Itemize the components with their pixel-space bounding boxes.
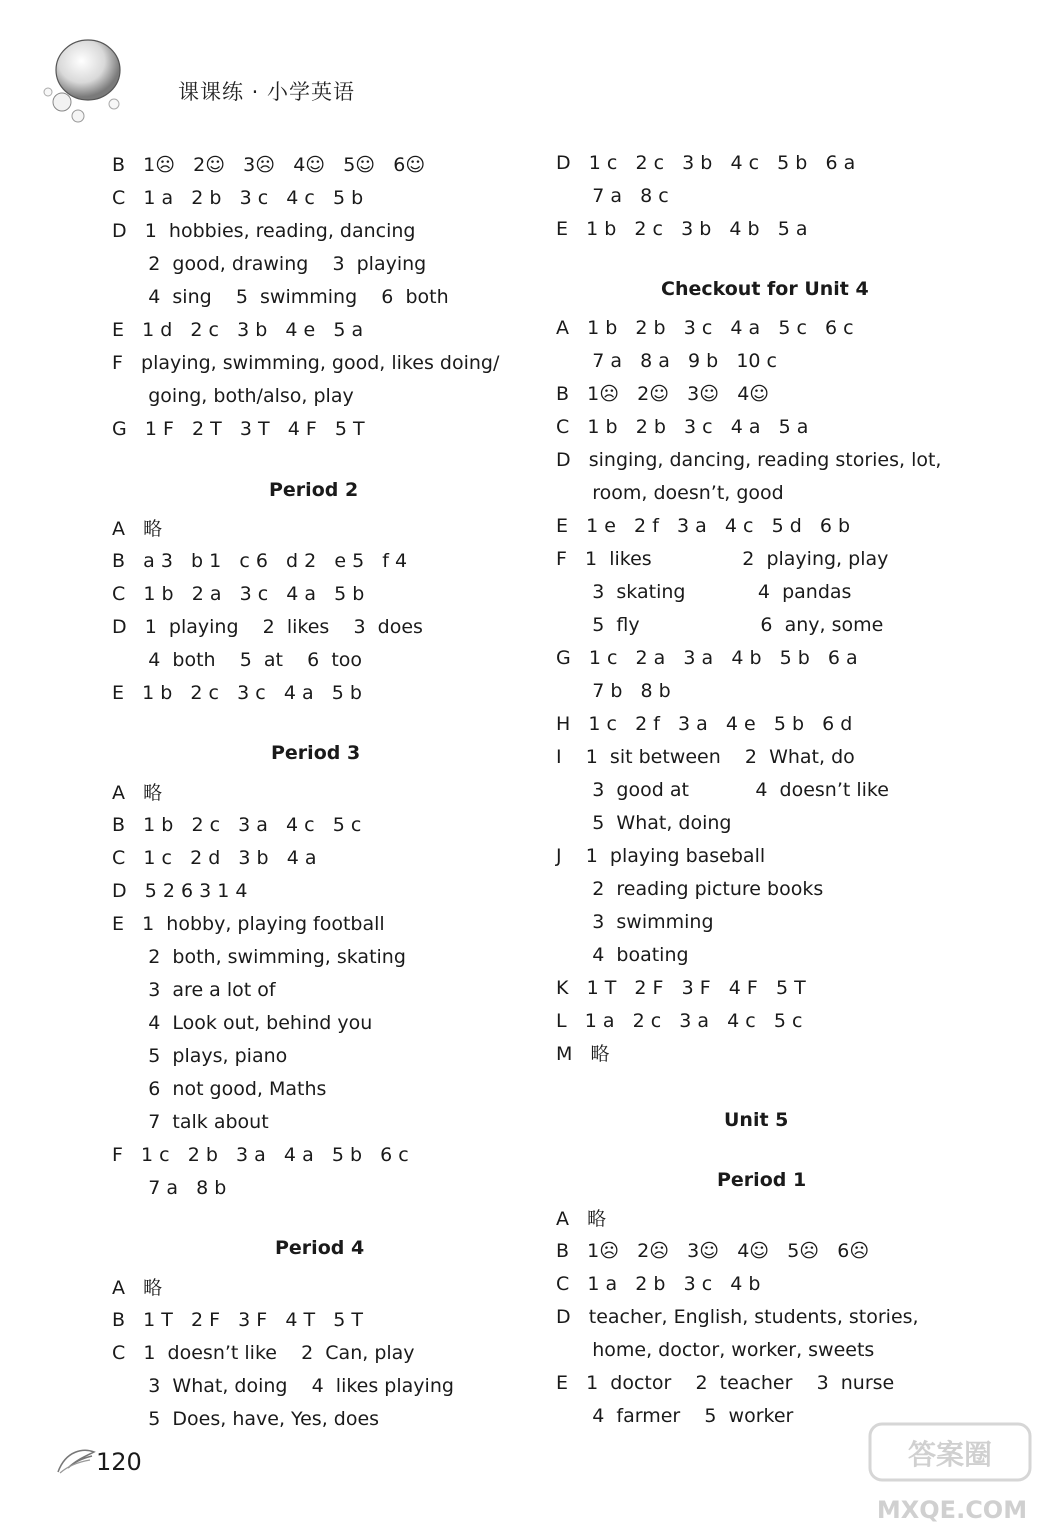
answer-row: 4 boating <box>556 944 689 966</box>
answer-row: 4 Look out, behind you <box>112 1012 373 1034</box>
answer-row: 2 reading picture books <box>556 878 824 900</box>
answer-row: B 1 T 2 F 3 F 4 T 5 T <box>112 1309 363 1331</box>
answer-row: H 1 c 2 f 3 a 4 e 5 b 6 d <box>556 713 853 735</box>
answer-row: 2 good, drawing 3 playing <box>112 253 427 275</box>
answer-row: room, doesn’t, good <box>556 482 784 504</box>
answer-row: D singing, dancing, reading stories, lot, <box>556 449 942 471</box>
answer-row: 5 Does, have, Yes, does <box>112 1408 380 1430</box>
answer-row: 7 a 8 c <box>556 185 669 207</box>
answer-row: B 1☹ 2☺ 3☹ 4☺ 5☺ 6☺ <box>112 154 426 176</box>
answer-row: F playing, swimming, good, likes doing/ <box>112 352 500 374</box>
answer-row: 4 sing 5 swimming 6 both <box>112 286 449 308</box>
answer-row: B 1☹ 2☺ 3☺ 4☺ <box>556 383 770 405</box>
answer-row: 7 a 8 a 9 b 10 c <box>556 350 777 372</box>
answer-row: 3 swimming <box>556 911 714 933</box>
book-title: 课课练 · 小学英语 <box>178 80 356 104</box>
answer-row: C 1 a 2 b 3 c 4 c 5 b <box>112 187 364 209</box>
answer-row: M 略 <box>556 1043 610 1065</box>
watermark-text-top: 答案圈 <box>907 1438 993 1471</box>
answer-row: 5 plays, piano <box>112 1045 288 1067</box>
section-heading: Period 3 <box>271 742 361 764</box>
answer-row: D teacher, English, students, stories, <box>556 1306 919 1328</box>
answer-row: B 1 b 2 c 3 a 4 c 5 c <box>112 814 362 836</box>
answer-row: F 1 likes 2 playing, play <box>556 548 889 570</box>
answer-row: D 5 2 6 3 1 4 <box>112 880 248 902</box>
leaf-icon <box>56 1446 96 1476</box>
answer-row: A 略 <box>556 1208 607 1230</box>
answer-row: 3 are a lot of <box>112 979 276 1001</box>
answer-row: E 1 doctor 2 teacher 3 nurse <box>556 1372 895 1394</box>
answer-row: A 略 <box>112 782 163 804</box>
answer-row: 7 b 8 b <box>556 680 671 702</box>
answer-row: L 1 a 2 c 3 a 4 c 5 c <box>556 1010 803 1032</box>
answer-row: 5 fly 6 any, some <box>556 614 884 636</box>
answer-row: 3 skating 4 pandas <box>556 581 852 603</box>
answer-row: E 1 b 2 c 3 c 4 a 5 b <box>112 682 362 704</box>
section-heading: Unit 5 <box>724 1109 789 1131</box>
answer-row: I 1 sit between 2 What, do <box>556 746 855 768</box>
watermark-text-bottom: MXQE.COM <box>876 1496 1028 1524</box>
answer-row: E 1 b 2 c 3 b 4 b 5 a <box>556 218 808 240</box>
answer-row: C 1 a 2 b 3 c 4 b <box>556 1273 761 1295</box>
answer-row: 2 both, swimming, skating <box>112 946 406 968</box>
watermark-logo <box>868 1420 1038 1532</box>
section-heading: Period 4 <box>275 1237 365 1259</box>
page-number: 120 <box>96 1448 142 1476</box>
answer-row: D 1 hobbies, reading, dancing <box>112 220 416 242</box>
answer-row: 3 good at 4 doesn’t like <box>556 779 889 801</box>
answer-row: 6 not good, Maths <box>112 1078 327 1100</box>
answer-row: C 1 b 2 b 3 c 4 a 5 a <box>556 416 809 438</box>
answer-row: E 1 d 2 c 3 b 4 e 5 a <box>112 319 364 341</box>
answer-row: A 1 b 2 b 3 c 4 a 5 c 6 c <box>556 317 854 339</box>
answer-row: 4 both 5 at 6 too <box>112 649 363 671</box>
answer-row: A 略 <box>112 1277 163 1299</box>
answer-row: C 1 doesn’t like 2 Can, play <box>112 1342 415 1364</box>
answer-row: 5 What, doing <box>556 812 732 834</box>
answer-row: G 1 c 2 a 3 a 4 b 5 b 6 a <box>556 647 858 669</box>
answer-row: 7 talk about <box>112 1111 269 1133</box>
answer-row: going, both/also, play <box>112 385 354 407</box>
answer-row: C 1 b 2 a 3 c 4 a 5 b <box>112 583 365 605</box>
answer-row: J 1 playing baseball <box>556 845 766 867</box>
answer-row: G 1 F 2 T 3 T 4 F 5 T <box>112 418 365 440</box>
section-heading: Checkout for Unit 4 <box>661 278 869 300</box>
answer-row: home, doctor, worker, sweets <box>556 1339 875 1361</box>
answer-row: B 1☹ 2☹ 3☺ 4☺ 5☹ 6☹ <box>556 1240 870 1262</box>
answer-row: B a 3 b 1 c 6 d 2 e 5 f 4 <box>112 550 408 572</box>
answer-row: C 1 c 2 d 3 b 4 a <box>112 847 317 869</box>
answer-row: K 1 T 2 F 3 F 4 F 5 T <box>556 977 806 999</box>
answer-row: 4 farmer 5 worker <box>556 1405 794 1427</box>
answer-row: E 1 e 2 f 3 a 4 c 5 d 6 b <box>556 515 851 537</box>
bubble-decoration-icon <box>38 32 148 132</box>
answer-row: D 1 playing 2 likes 3 does <box>112 616 423 638</box>
section-heading: Period 2 <box>269 479 359 501</box>
section-heading: Period 1 <box>717 1169 807 1191</box>
answer-row: 7 a 8 b <box>112 1177 227 1199</box>
answer-row: D 1 c 2 c 3 b 4 c 5 b 6 a <box>556 152 856 174</box>
answer-row: A 略 <box>112 518 163 540</box>
answer-row: E 1 hobby, playing football <box>112 913 385 935</box>
answer-row: 3 What, doing 4 likes playing <box>112 1375 454 1397</box>
answer-row: F 1 c 2 b 3 a 4 a 5 b 6 c <box>112 1144 409 1166</box>
